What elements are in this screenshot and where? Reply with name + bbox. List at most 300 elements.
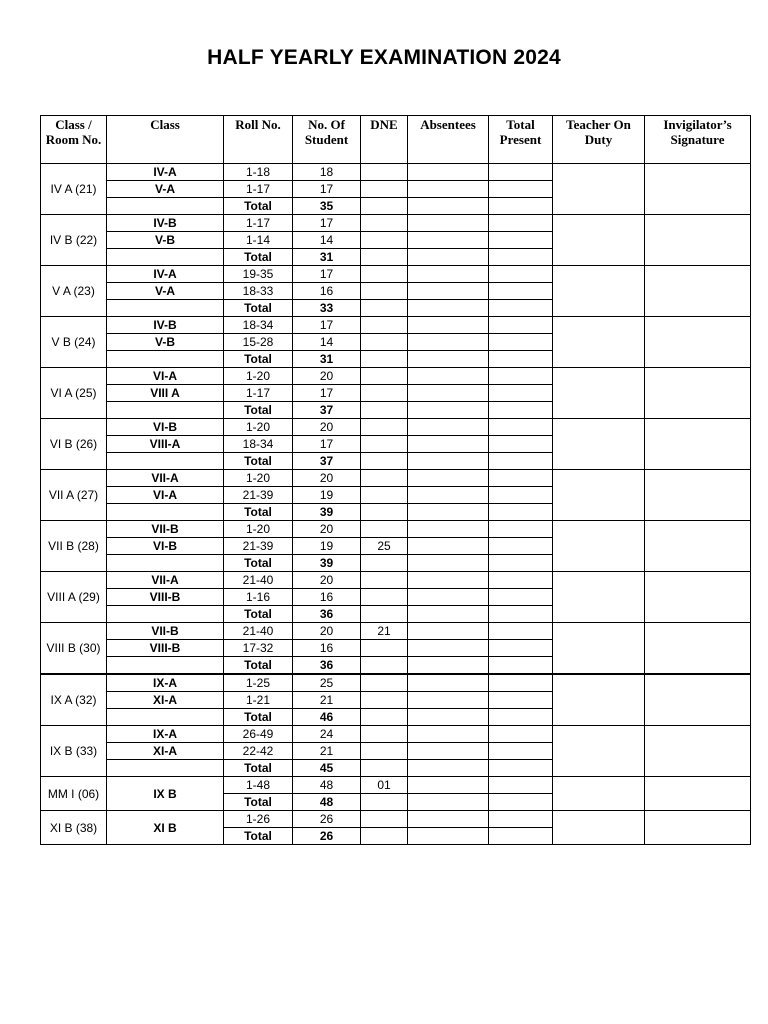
- class-cell: VI-B: [107, 538, 224, 555]
- class-cell: V-B: [107, 232, 224, 249]
- student-count-cell: 18: [293, 164, 361, 181]
- total-blank-cell: [107, 351, 224, 368]
- roll-no-cell: 21-40: [224, 623, 293, 640]
- dne-cell: [361, 811, 408, 828]
- invigilator-signature-cell: [645, 726, 751, 777]
- roll-no-cell: 1-14: [224, 232, 293, 249]
- room-cell: IX B (33): [41, 726, 107, 777]
- header-class: Class: [107, 116, 224, 164]
- total-blank-cell: [107, 657, 224, 675]
- class-cell: VI-A: [107, 487, 224, 504]
- student-count-cell: 14: [293, 232, 361, 249]
- total-value: 45: [293, 760, 361, 777]
- absentees-cell: [408, 317, 489, 334]
- total-present-cell: [489, 760, 553, 777]
- total-present-cell: [489, 368, 553, 385]
- student-count-cell: 17: [293, 436, 361, 453]
- total-present-cell: [489, 334, 553, 351]
- room-cell: IV A (21): [41, 164, 107, 215]
- teacher-on-duty-cell: [553, 164, 645, 215]
- class-cell: VII-A: [107, 470, 224, 487]
- invigilator-signature-cell: [645, 164, 751, 215]
- absentees-cell: [408, 828, 489, 845]
- teacher-on-duty-cell: [553, 674, 645, 726]
- class-cell: IX-A: [107, 674, 224, 692]
- total-value: 26: [293, 828, 361, 845]
- roll-no-cell: 1-20: [224, 368, 293, 385]
- roll-no-cell: 1-17: [224, 181, 293, 198]
- dne-cell: [361, 419, 408, 436]
- total-present-cell: [489, 470, 553, 487]
- absentees-cell: [408, 436, 489, 453]
- dne-cell: [361, 249, 408, 266]
- dne-cell: [361, 300, 408, 317]
- dne-cell: [361, 232, 408, 249]
- class-cell: VI-A: [107, 368, 224, 385]
- header-absentees: Absentees: [408, 116, 489, 164]
- student-count-cell: 26: [293, 811, 361, 828]
- dne-cell: [361, 828, 408, 845]
- total-present-cell: [489, 640, 553, 657]
- invigilator-signature-cell: [645, 623, 751, 675]
- total-present-cell: [489, 726, 553, 743]
- class-cell: XI-A: [107, 692, 224, 709]
- total-value: 46: [293, 709, 361, 726]
- total-blank-cell: [107, 453, 224, 470]
- student-count-cell: 19: [293, 487, 361, 504]
- total-value: 36: [293, 657, 361, 675]
- student-count-cell: 17: [293, 266, 361, 283]
- roll-no-cell: 1-17: [224, 385, 293, 402]
- total-present-cell: [489, 283, 553, 300]
- table-row: [41, 674, 751, 692]
- total-present-cell: [489, 385, 553, 402]
- student-count-cell: 19: [293, 538, 361, 555]
- student-count-cell: 20: [293, 623, 361, 640]
- dne-cell: [361, 640, 408, 657]
- student-count-cell: 20: [293, 572, 361, 589]
- teacher-on-duty-cell: [553, 623, 645, 675]
- dne-cell: [361, 709, 408, 726]
- total-present-cell: [489, 572, 553, 589]
- invigilator-signature-cell: [645, 215, 751, 266]
- roll-no-cell: 1-17: [224, 215, 293, 232]
- total-present-cell: [489, 300, 553, 317]
- total-present-cell: [489, 198, 553, 215]
- roll-no-cell: 21-39: [224, 538, 293, 555]
- class-cell: VIII-B: [107, 589, 224, 606]
- absentees-cell: [408, 470, 489, 487]
- absentees-cell: [408, 692, 489, 709]
- absentees-cell: [408, 555, 489, 572]
- class-cell: V-A: [107, 181, 224, 198]
- invigilator-signature-cell: [645, 777, 751, 811]
- total-value: 31: [293, 351, 361, 368]
- class-cell: IV-A: [107, 266, 224, 283]
- total-label: Total: [224, 351, 293, 368]
- roll-no-cell: 17-32: [224, 640, 293, 657]
- total-present-cell: [489, 521, 553, 538]
- dne-cell: [361, 657, 408, 675]
- table-row: [41, 623, 751, 640]
- absentees-cell: [408, 487, 489, 504]
- total-present-cell: [489, 504, 553, 521]
- dne-cell: [361, 521, 408, 538]
- total-label: Total: [224, 606, 293, 623]
- room-cell: MM I (06): [41, 777, 107, 811]
- dne-cell: [361, 572, 408, 589]
- dne-cell: [361, 453, 408, 470]
- room-cell: XI B (38): [41, 811, 107, 845]
- absentees-cell: [408, 538, 489, 555]
- student-count-cell: 21: [293, 743, 361, 760]
- absentees-cell: [408, 232, 489, 249]
- total-label: Total: [224, 709, 293, 726]
- total-present-cell: [489, 317, 553, 334]
- header-roll-no: Roll No.: [224, 116, 293, 164]
- roll-no-cell: 1-20: [224, 470, 293, 487]
- teacher-on-duty-cell: [553, 317, 645, 368]
- class-cell: XI-A: [107, 743, 224, 760]
- absentees-cell: [408, 453, 489, 470]
- student-count-cell: 21: [293, 692, 361, 709]
- dne-cell: [361, 283, 408, 300]
- dne-cell: [361, 470, 408, 487]
- total-present-cell: [489, 743, 553, 760]
- invigilator-signature-cell: [645, 317, 751, 368]
- dne-cell: [361, 487, 408, 504]
- header-no-of-student: No. Of Student: [293, 116, 361, 164]
- absentees-cell: [408, 709, 489, 726]
- table-row: [41, 811, 751, 828]
- total-present-cell: [489, 794, 553, 811]
- total-present-cell: [489, 828, 553, 845]
- absentees-cell: [408, 589, 489, 606]
- roll-no-cell: 1-26: [224, 811, 293, 828]
- absentees-cell: [408, 351, 489, 368]
- total-present-cell: [489, 487, 553, 504]
- class-cell: VIII A: [107, 385, 224, 402]
- total-blank-cell: [107, 504, 224, 521]
- total-present-cell: [489, 657, 553, 675]
- total-present-cell: [489, 232, 553, 249]
- total-present-cell: [489, 555, 553, 572]
- table-row: [41, 368, 751, 385]
- total-present-cell: [489, 811, 553, 828]
- total-present-cell: [489, 589, 553, 606]
- table-row: [41, 726, 751, 743]
- invigilator-signature-cell: [645, 470, 751, 521]
- dne-cell: [361, 760, 408, 777]
- absentees-cell: [408, 521, 489, 538]
- total-label: Total: [224, 453, 293, 470]
- class-cell: IV-B: [107, 317, 224, 334]
- total-value: 37: [293, 453, 361, 470]
- roll-no-cell: 21-39: [224, 487, 293, 504]
- dne-cell: [361, 555, 408, 572]
- header-dne: DNE: [361, 116, 408, 164]
- roll-no-cell: 18-34: [224, 317, 293, 334]
- student-count-cell: 17: [293, 215, 361, 232]
- dne-cell: [361, 504, 408, 521]
- dne-cell: [361, 368, 408, 385]
- dne-cell: [361, 317, 408, 334]
- table-row: [41, 266, 751, 283]
- total-blank-cell: [107, 760, 224, 777]
- teacher-on-duty-cell: [553, 470, 645, 521]
- dne-cell: [361, 589, 408, 606]
- room-cell: VI B (26): [41, 419, 107, 470]
- total-present-cell: [489, 249, 553, 266]
- student-count-cell: 24: [293, 726, 361, 743]
- class-cell: IV-A: [107, 164, 224, 181]
- absentees-cell: [408, 198, 489, 215]
- absentees-cell: [408, 181, 489, 198]
- room-cell: VIII A (29): [41, 572, 107, 623]
- total-label: Total: [224, 555, 293, 572]
- roll-no-cell: 15-28: [224, 334, 293, 351]
- total-blank-cell: [107, 249, 224, 266]
- student-count-cell: 17: [293, 317, 361, 334]
- dne-cell: [361, 606, 408, 623]
- dne-cell: [361, 385, 408, 402]
- total-present-cell: [489, 777, 553, 794]
- total-present-cell: [489, 164, 553, 181]
- total-value: 48: [293, 794, 361, 811]
- table-row: [41, 470, 751, 487]
- table-row: [41, 215, 751, 232]
- teacher-on-duty-cell: [553, 419, 645, 470]
- total-present-cell: [489, 266, 553, 283]
- total-label: Total: [224, 828, 293, 845]
- dne-cell: [361, 402, 408, 419]
- absentees-cell: [408, 743, 489, 760]
- absentees-cell: [408, 300, 489, 317]
- dne-cell: [361, 351, 408, 368]
- total-present-cell: [489, 215, 553, 232]
- total-present-cell: [489, 709, 553, 726]
- absentees-cell: [408, 402, 489, 419]
- absentees-cell: [408, 385, 489, 402]
- dne-cell: [361, 692, 408, 709]
- roll-no-cell: 18-33: [224, 283, 293, 300]
- student-count-cell: 16: [293, 640, 361, 657]
- room-cell: V B (24): [41, 317, 107, 368]
- room-cell: VII B (28): [41, 521, 107, 572]
- class-cell: IX B: [107, 777, 224, 811]
- dne-cell: [361, 266, 408, 283]
- class-cell: V-A: [107, 283, 224, 300]
- class-cell: VII-B: [107, 623, 224, 640]
- class-cell: VIII-B: [107, 640, 224, 657]
- student-count-cell: 20: [293, 368, 361, 385]
- absentees-cell: [408, 164, 489, 181]
- teacher-on-duty-cell: [553, 521, 645, 572]
- invigilator-signature-cell: [645, 811, 751, 845]
- roll-no-cell: 1-20: [224, 521, 293, 538]
- dne-cell: [361, 794, 408, 811]
- header-teacher-on-duty: Teacher On Duty: [553, 116, 645, 164]
- dne-cell: [361, 215, 408, 232]
- class-cell: VII-A: [107, 572, 224, 589]
- total-present-cell: [489, 436, 553, 453]
- absentees-cell: [408, 572, 489, 589]
- roll-no-cell: 18-34: [224, 436, 293, 453]
- table-row: [41, 419, 751, 436]
- student-count-cell: 20: [293, 419, 361, 436]
- student-count-cell: 16: [293, 283, 361, 300]
- class-cell: V-B: [107, 334, 224, 351]
- header-invigilator-signature: Invigilator’s Signature: [645, 116, 751, 164]
- total-present-cell: [489, 351, 553, 368]
- invigilator-signature-cell: [645, 266, 751, 317]
- invigilator-signature-cell: [645, 521, 751, 572]
- absentees-cell: [408, 504, 489, 521]
- roll-no-cell: 1-18: [224, 164, 293, 181]
- room-cell: VII A (27): [41, 470, 107, 521]
- dne-cell: 21: [361, 623, 408, 640]
- header-total-present: Total Present: [489, 116, 553, 164]
- student-count-cell: 17: [293, 385, 361, 402]
- dne-cell: [361, 198, 408, 215]
- student-count-cell: 17: [293, 181, 361, 198]
- roll-no-cell: 1-21: [224, 692, 293, 709]
- roll-no-cell: 26-49: [224, 726, 293, 743]
- absentees-cell: [408, 726, 489, 743]
- table-row: [41, 317, 751, 334]
- room-cell: VIII B (30): [41, 623, 107, 675]
- total-label: Total: [224, 794, 293, 811]
- absentees-cell: [408, 215, 489, 232]
- student-count-cell: 25: [293, 674, 361, 692]
- class-cell: IX-A: [107, 726, 224, 743]
- absentees-cell: [408, 777, 489, 794]
- table-row: [41, 572, 751, 589]
- total-present-cell: [489, 402, 553, 419]
- roll-no-cell: 22-42: [224, 743, 293, 760]
- dne-cell: 25: [361, 538, 408, 555]
- header-room: Class / Room No.: [41, 116, 107, 164]
- page-title: HALF YEARLY EXAMINATION 2024: [207, 46, 561, 69]
- absentees-cell: [408, 249, 489, 266]
- roll-no-cell: 1-16: [224, 589, 293, 606]
- absentees-cell: [408, 794, 489, 811]
- total-present-cell: [489, 674, 553, 692]
- invigilator-signature-cell: [645, 368, 751, 419]
- dne-cell: 01: [361, 777, 408, 794]
- teacher-on-duty-cell: [553, 368, 645, 419]
- total-blank-cell: [107, 709, 224, 726]
- total-label: Total: [224, 198, 293, 215]
- class-cell: IV-B: [107, 215, 224, 232]
- absentees-cell: [408, 623, 489, 640]
- teacher-on-duty-cell: [553, 572, 645, 623]
- absentees-cell: [408, 334, 489, 351]
- student-count-cell: 16: [293, 589, 361, 606]
- room-cell: V A (23): [41, 266, 107, 317]
- total-label: Total: [224, 249, 293, 266]
- total-value: 37: [293, 402, 361, 419]
- total-label: Total: [224, 402, 293, 419]
- table-row: [41, 777, 751, 794]
- exam-seating-table: [40, 115, 751, 845]
- table-row: [41, 521, 751, 538]
- total-value: 39: [293, 504, 361, 521]
- absentees-cell: [408, 606, 489, 623]
- absentees-cell: [408, 419, 489, 436]
- absentees-cell: [408, 266, 489, 283]
- room-cell: IX A (32): [41, 674, 107, 726]
- total-blank-cell: [107, 198, 224, 215]
- teacher-on-duty-cell: [553, 777, 645, 811]
- invigilator-signature-cell: [645, 419, 751, 470]
- dne-cell: [361, 181, 408, 198]
- dne-cell: [361, 743, 408, 760]
- student-count-cell: 48: [293, 777, 361, 794]
- total-value: 35: [293, 198, 361, 215]
- total-present-cell: [489, 692, 553, 709]
- total-present-cell: [489, 181, 553, 198]
- total-label: Total: [224, 300, 293, 317]
- dne-cell: [361, 164, 408, 181]
- dne-cell: [361, 334, 408, 351]
- student-count-cell: 14: [293, 334, 361, 351]
- total-label: Total: [224, 657, 293, 675]
- invigilator-signature-cell: [645, 674, 751, 726]
- total-present-cell: [489, 453, 553, 470]
- total-value: 39: [293, 555, 361, 572]
- total-blank-cell: [107, 300, 224, 317]
- total-value: 31: [293, 249, 361, 266]
- roll-no-cell: 21-40: [224, 572, 293, 589]
- roll-no-cell: 1-25: [224, 674, 293, 692]
- dne-cell: [361, 674, 408, 692]
- absentees-cell: [408, 760, 489, 777]
- class-cell: VII-B: [107, 521, 224, 538]
- class-cell: XI B: [107, 811, 224, 845]
- invigilator-signature-cell: [645, 572, 751, 623]
- class-cell: VIII-A: [107, 436, 224, 453]
- total-blank-cell: [107, 555, 224, 572]
- absentees-cell: [408, 657, 489, 675]
- total-present-cell: [489, 606, 553, 623]
- teacher-on-duty-cell: [553, 266, 645, 317]
- student-count-cell: 20: [293, 521, 361, 538]
- total-value: 36: [293, 606, 361, 623]
- absentees-cell: [408, 368, 489, 385]
- roll-no-cell: 19-35: [224, 266, 293, 283]
- teacher-on-duty-cell: [553, 811, 645, 845]
- dne-cell: [361, 726, 408, 743]
- total-blank-cell: [107, 606, 224, 623]
- total-present-cell: [489, 538, 553, 555]
- total-label: Total: [224, 760, 293, 777]
- roll-no-cell: 1-20: [224, 419, 293, 436]
- room-cell: VI A (25): [41, 368, 107, 419]
- absentees-cell: [408, 283, 489, 300]
- total-value: 33: [293, 300, 361, 317]
- total-label: Total: [224, 504, 293, 521]
- absentees-cell: [408, 811, 489, 828]
- student-count-cell: 20: [293, 470, 361, 487]
- teacher-on-duty-cell: [553, 215, 645, 266]
- teacher-on-duty-cell: [553, 726, 645, 777]
- header-row: [41, 116, 751, 164]
- total-present-cell: [489, 419, 553, 436]
- total-blank-cell: [107, 402, 224, 419]
- absentees-cell: [408, 674, 489, 692]
- absentees-cell: [408, 640, 489, 657]
